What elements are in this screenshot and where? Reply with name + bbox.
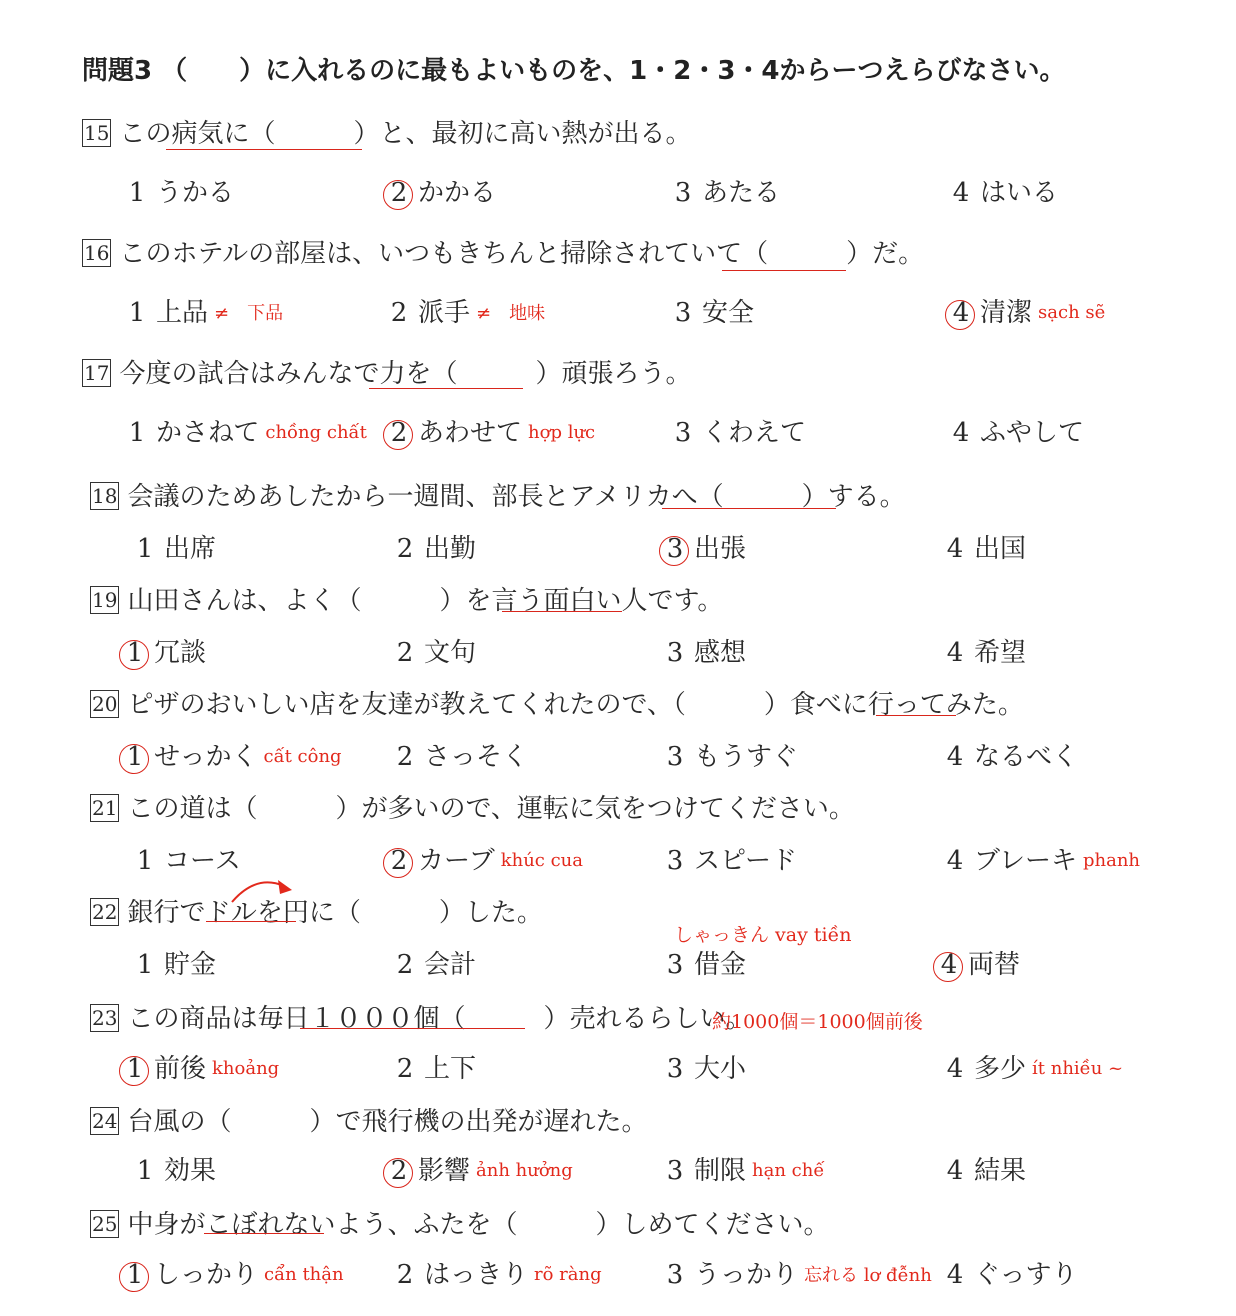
- question-number: 18: [92, 484, 118, 508]
- underline-q22: [206, 921, 296, 922]
- question-text: この商品は毎日１０００個（ ）売れるらしい。: [127, 1004, 752, 1034]
- underline-q18: [662, 508, 836, 509]
- underline-q16: [722, 270, 846, 271]
- option-text: 出張: [694, 534, 747, 564]
- option-number: 4: [946, 1156, 964, 1186]
- option-text: 前後: [154, 1054, 207, 1084]
- option-18-2[interactable]: [390, 528, 476, 565]
- option-annotation: phanh: [1082, 849, 1141, 871]
- option-text: もうすぐ: [694, 742, 799, 772]
- option-19-3[interactable]: [660, 632, 746, 669]
- option-number: 3: [666, 1260, 684, 1290]
- option-number: 4: [946, 1260, 964, 1290]
- option-text: 安全: [702, 298, 755, 328]
- option-number: 2: [396, 742, 414, 772]
- option-number: 2: [390, 298, 408, 328]
- option-text: 感想: [694, 638, 747, 668]
- annotation-q22: しゃっきん vay tiền: [674, 924, 852, 946]
- option-text: 多少: [974, 1054, 1027, 1084]
- option-23-1[interactable]: [120, 1048, 279, 1085]
- question-number: 25: [92, 1212, 118, 1236]
- question-stem-21: [90, 788, 855, 825]
- option-text: 冗談: [154, 638, 207, 668]
- option-number: 2: [396, 1260, 414, 1290]
- option-number: 3: [666, 1054, 684, 1084]
- option-text: 出席: [164, 534, 217, 564]
- option-22-3[interactable]: [660, 944, 746, 981]
- question-number: 24: [92, 1109, 118, 1133]
- option-text: なるべく: [974, 742, 1079, 772]
- option-16-2[interactable]: [384, 292, 545, 329]
- option-19-4[interactable]: [940, 632, 1026, 669]
- option-number: 4: [946, 742, 964, 772]
- option-number: 1: [120, 1260, 150, 1290]
- option-15-4[interactable]: [946, 172, 1058, 209]
- option-19-1[interactable]: [120, 632, 206, 669]
- question-stem-19: [90, 580, 723, 617]
- option-25-3[interactable]: [660, 1254, 932, 1291]
- option-22-1[interactable]: [130, 944, 216, 981]
- option-text: あたる: [702, 178, 781, 208]
- question-number: 23: [92, 1006, 118, 1030]
- option-23-2[interactable]: [390, 1048, 476, 1085]
- question-text: 山田さんは、よく（ ）を言う面白い人です。: [127, 586, 724, 616]
- option-number: 4: [946, 846, 964, 876]
- option-text: コース: [164, 846, 241, 876]
- option-21-1[interactable]: [130, 840, 241, 877]
- option-annotation: hạn chế: [752, 1159, 825, 1181]
- option-text: 出勤: [424, 534, 477, 564]
- question-number: 15: [84, 121, 110, 145]
- option-text: ふやして: [980, 418, 1085, 448]
- page-title: 問題3 （ ）に入れるのに最もよいものを、1・2・3・4からーつえらびなさい。: [82, 56, 1066, 86]
- option-24-4[interactable]: [940, 1150, 1026, 1187]
- question-text: このホテルの部屋は、いつもきちんと掃除されていて（ ）だ。: [119, 239, 925, 269]
- underline-q23: [300, 1028, 525, 1029]
- option-25-4[interactable]: [940, 1254, 1077, 1291]
- option-text: 両替: [968, 950, 1021, 980]
- option-20-3[interactable]: [660, 736, 798, 773]
- option-19-2[interactable]: [390, 632, 476, 669]
- option-number: 1: [120, 638, 150, 668]
- option-number: 4: [946, 534, 964, 564]
- option-text: 借金: [694, 950, 747, 980]
- option-text: せっかく: [154, 742, 258, 772]
- option-text: 希望: [974, 638, 1027, 668]
- underline-q19: [502, 611, 622, 612]
- option-number: 2: [384, 846, 414, 876]
- option-number: 1: [136, 534, 154, 564]
- question-number: 22: [92, 900, 118, 924]
- option-20-4[interactable]: [940, 736, 1078, 773]
- option-15-2[interactable]: [384, 172, 496, 209]
- question-number: 17: [84, 361, 110, 385]
- option-annotation: cẩn thận: [264, 1263, 344, 1285]
- option-text: 制限: [694, 1156, 747, 1186]
- option-text: 上下: [424, 1054, 477, 1084]
- option-text: 大小: [694, 1054, 747, 1084]
- option-annotation: ≠ 下品: [214, 303, 284, 324]
- option-number: 3: [674, 298, 692, 328]
- option-text: スピード: [694, 846, 797, 876]
- option-number: 3: [660, 534, 690, 564]
- option-number: 3: [666, 638, 684, 668]
- option-23-4[interactable]: [940, 1048, 1123, 1085]
- option-number: 4: [946, 298, 976, 328]
- option-21-2[interactable]: [384, 840, 583, 877]
- option-text: さっそく: [424, 742, 529, 772]
- option-18-1[interactable]: [130, 528, 216, 565]
- option-22-4[interactable]: [934, 944, 1020, 981]
- question-stem-22: [90, 892, 543, 929]
- option-16-1[interactable]: [122, 292, 283, 329]
- option-20-1[interactable]: [120, 736, 342, 773]
- question-text: この道は（ ）が多いので、運転に気をつけてください。: [127, 794, 855, 824]
- option-text: あわせて: [418, 418, 523, 448]
- question-number: 21: [92, 796, 118, 820]
- option-number: 4: [952, 418, 970, 448]
- option-text: うかる: [156, 178, 235, 208]
- question-text: 銀行でドルを円に（ ）した。: [127, 898, 543, 928]
- option-17-2[interactable]: [384, 412, 595, 449]
- option-16-4[interactable]: [946, 292, 1105, 329]
- option-number: 4: [946, 638, 964, 668]
- option-number: 3: [666, 846, 684, 876]
- option-text: 会計: [424, 950, 477, 980]
- option-number: 4: [952, 178, 970, 208]
- question-text: 今度の試合はみんなで力を（ ）頑張ろう。: [119, 359, 692, 389]
- option-annotation: khúc cua: [500, 849, 584, 871]
- option-15-1[interactable]: [122, 172, 234, 209]
- question-text: 台風の（ ）で飛行機の出発が遅れた。: [127, 1107, 648, 1137]
- option-text: 出国: [974, 534, 1027, 564]
- option-number: 1: [128, 298, 146, 328]
- option-text: 清潔: [980, 298, 1033, 328]
- underline-q25: [204, 1233, 324, 1234]
- option-text: 結果: [974, 1156, 1027, 1186]
- option-24-3[interactable]: [660, 1150, 824, 1187]
- option-text: くわえて: [702, 418, 807, 448]
- option-annotation: ảnh hưởng: [476, 1159, 573, 1181]
- question-text: 中身がこぼれないよう、ふたを（ ）しめてください。: [127, 1210, 830, 1240]
- option-text: はっきり: [424, 1260, 529, 1290]
- option-21-4[interactable]: [940, 840, 1140, 877]
- option-annotation: cất công: [263, 745, 342, 767]
- option-24-1[interactable]: [130, 1150, 216, 1187]
- option-text: 派手: [418, 298, 471, 328]
- option-17-3[interactable]: [668, 412, 806, 449]
- option-number: 2: [396, 534, 414, 564]
- option-number: 2: [396, 638, 414, 668]
- option-20-2[interactable]: [390, 736, 528, 773]
- option-text: うっかり: [694, 1260, 799, 1290]
- option-annotation: sạch sẽ: [1038, 301, 1106, 323]
- option-annotation: khoảng: [212, 1057, 280, 1079]
- option-text: 貯金: [164, 950, 217, 980]
- option-text: 文句: [424, 638, 477, 668]
- option-number: 1: [136, 1156, 154, 1186]
- option-number: 1: [120, 1054, 150, 1084]
- question-number: 19: [92, 588, 118, 612]
- option-25-1[interactable]: [120, 1254, 344, 1291]
- option-annotation: rõ ràng: [534, 1263, 602, 1285]
- question-stem-17: [82, 353, 691, 390]
- option-15-3[interactable]: [668, 172, 780, 209]
- option-23-3[interactable]: [660, 1048, 746, 1085]
- question-stem-24: [90, 1101, 647, 1138]
- question-text: この病気に（ ）と、最初に高い熱が出る。: [119, 119, 692, 149]
- option-number: 1: [120, 742, 150, 772]
- option-text: 上品: [156, 298, 209, 328]
- option-number: 2: [396, 950, 414, 980]
- option-number: 3: [674, 178, 692, 208]
- underline-q20: [876, 715, 956, 716]
- option-number: 2: [384, 1156, 414, 1186]
- option-18-4[interactable]: [940, 528, 1026, 565]
- option-number: 1: [128, 178, 146, 208]
- option-number: 4: [946, 1054, 964, 1084]
- question-text: 会議のためあしたから一週間、部長とアメリカへ（ ）する。: [127, 482, 906, 512]
- option-annotation: chồng chất: [265, 421, 367, 443]
- option-text: ブレーキ: [974, 846, 1077, 876]
- question-stem-16: [82, 233, 924, 270]
- question-number: 20: [92, 692, 118, 716]
- option-text: 影響: [418, 1156, 471, 1186]
- question-stem-23: [90, 998, 751, 1035]
- annotation-q23: 約1000個＝1000個前後: [712, 1011, 923, 1033]
- option-number: 3: [666, 950, 684, 980]
- underline-q15: [166, 149, 362, 150]
- option-number: 2: [396, 1054, 414, 1084]
- option-number: 2: [384, 178, 414, 208]
- option-annotation: ít nhiều ~: [1032, 1057, 1124, 1079]
- option-text: かさねて: [156, 418, 260, 448]
- question-stem-25: [90, 1204, 829, 1241]
- option-text: はいる: [980, 178, 1059, 208]
- option-17-1[interactable]: [122, 412, 367, 449]
- option-number: 4: [934, 950, 964, 980]
- option-16-3[interactable]: [668, 292, 754, 329]
- option-21-3[interactable]: [660, 840, 797, 877]
- option-22-2[interactable]: [390, 944, 476, 981]
- underline-q17: [369, 388, 523, 389]
- question-stem-15: [82, 113, 691, 150]
- option-text: カーブ: [418, 846, 495, 876]
- option-number: 1: [128, 418, 146, 448]
- option-text: しっかり: [154, 1260, 259, 1290]
- option-17-4[interactable]: [946, 412, 1084, 449]
- option-number: 2: [384, 418, 414, 448]
- question-number: 16: [84, 241, 110, 265]
- option-number: 3: [666, 742, 684, 772]
- option-18-3[interactable]: [660, 528, 746, 565]
- option-number: 3: [666, 1156, 684, 1186]
- option-24-2[interactable]: [384, 1150, 573, 1187]
- option-text: かかる: [418, 178, 497, 208]
- option-number: 1: [136, 950, 154, 980]
- arrow-annotation: [226, 872, 306, 912]
- option-annotation: ≠ 地味: [476, 303, 546, 324]
- option-annotation: 忘れる lơ đễnh: [804, 1265, 932, 1286]
- option-25-2[interactable]: [390, 1254, 602, 1291]
- option-text: ぐっすり: [974, 1260, 1078, 1290]
- question-text: ピザのおいしい店を友達が教えてくれたので、（ ）食べに行ってみた。: [127, 690, 1024, 720]
- option-number: 3: [674, 418, 692, 448]
- option-text: 効果: [164, 1156, 217, 1186]
- option-annotation: hợp lực: [528, 421, 596, 443]
- option-number: 1: [136, 846, 154, 876]
